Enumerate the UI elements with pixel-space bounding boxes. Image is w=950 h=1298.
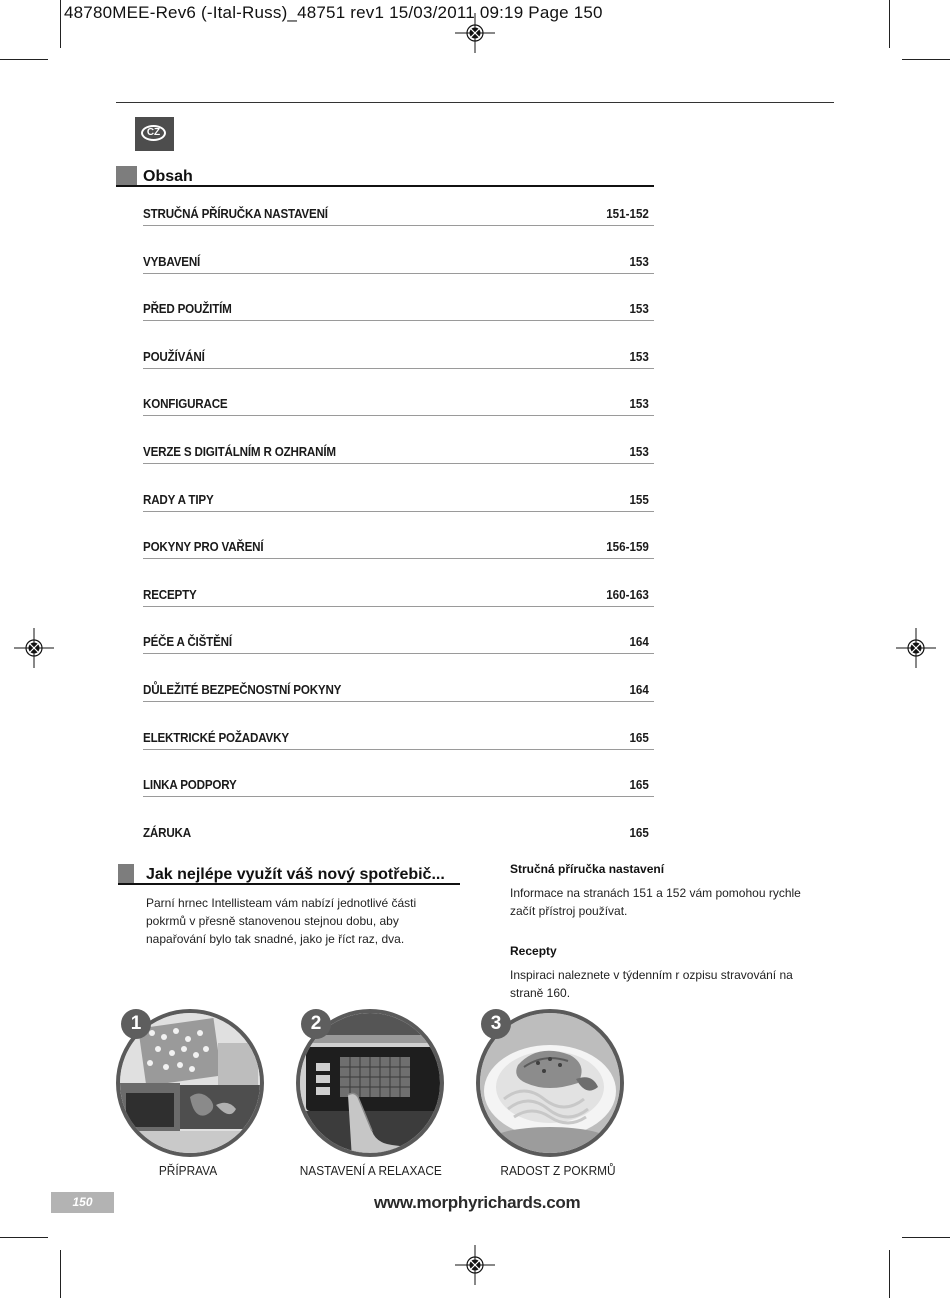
print-header: 48780MEE-Rev6 (-Ital-Russ)_48751 rev1 15/03/2011 09:19 Page 150 (64, 3, 603, 22)
toc-page: 153 (629, 444, 649, 459)
toc-page: 164 (629, 682, 649, 697)
top-rule (116, 102, 834, 103)
toc-row[interactable] (143, 291, 654, 339)
toc-page: 165 (629, 730, 649, 745)
toc-label: ELEKTRICKÉ POŽADAVKY (143, 730, 289, 745)
toc-row[interactable] (143, 386, 654, 434)
intro-title-rule (118, 883, 460, 885)
toc-row[interactable] (143, 434, 654, 482)
crop-mark (902, 59, 950, 60)
toc-label: PÉČE A ČIŠTĚNÍ (143, 635, 232, 650)
toc-page: 153 (629, 349, 649, 364)
toc-rule (143, 606, 654, 607)
toc-rule (143, 273, 654, 274)
registration-mark-icon (14, 628, 54, 668)
crop-mark (889, 0, 890, 48)
crop-mark (0, 59, 48, 60)
section-marker (118, 864, 134, 884)
toc-rule (143, 320, 654, 321)
crop-mark (60, 0, 61, 48)
toc-page: 156-159 (606, 540, 649, 555)
toc-row[interactable] (143, 815, 654, 863)
registration-mark-icon (896, 628, 936, 668)
toc-rule (143, 749, 654, 750)
toc-rule (143, 463, 654, 464)
step-1-number: 1 (121, 1009, 151, 1039)
toc-row[interactable] (143, 529, 654, 577)
crop-mark (889, 1250, 890, 1298)
registration-mark-icon (455, 1245, 495, 1285)
toc-label: RADY A TIPY (143, 492, 214, 507)
toc-row[interactable] (143, 672, 654, 720)
toc-page: 160-163 (606, 587, 649, 602)
toc-rule (143, 701, 654, 702)
contents-title-rule (116, 185, 654, 187)
toc-page: 151-152 (606, 207, 649, 221)
crop-mark (0, 1237, 48, 1238)
toc-rule (143, 225, 654, 226)
toc-label: VERZE S DIGITÁLNÍM R OZHRANÍM (143, 444, 336, 459)
toc-label: RECEPTY (143, 587, 197, 602)
intro-text: Parní hrnec Intellisteam vám nabízí jednotlivé části pokrmů v přesně stanovenou stejnou dobu, aby napařování bylo tak snadné, jako je říct raz, dva. (146, 896, 417, 946)
website-link[interactable]: www.morphyrichards.com (374, 1193, 581, 1212)
toc-row[interactable] (143, 244, 654, 292)
toc-row[interactable] (143, 196, 654, 244)
section-marker (116, 166, 137, 186)
toc-label: LINKA PODPORY (143, 778, 237, 793)
toc-rule (143, 796, 654, 797)
toc-label: VYBAVENÍ (143, 254, 201, 269)
toc-label: POKYNY PRO VAŘENÍ (143, 540, 264, 555)
toc-label: PŘED POUŽITÍM (143, 302, 232, 317)
step-3-caption: RADOST Z POKRMŮ (500, 1164, 616, 1178)
toc-label: ZÁRUKA (143, 825, 191, 840)
registration-mark-icon (455, 13, 495, 53)
toc-page: 164 (629, 635, 649, 650)
toc-rule (143, 653, 654, 654)
toc-rule (143, 558, 654, 559)
page-number-box (51, 1192, 114, 1213)
toc-page: 153 (629, 254, 649, 269)
table-of-contents (143, 196, 654, 862)
quick-guide-heading: Stručná příručka nastavení (510, 862, 665, 876)
toc-row[interactable] (143, 624, 654, 672)
step-2-number: 2 (301, 1009, 331, 1039)
toc-label: KONFIGURACE (143, 397, 228, 412)
quick-guide-text: Informace na stranách 151 a 152 vám pomohou rychle začít přístroj používat. (510, 886, 801, 918)
step-1-caption: PŘÍPRAVA (158, 1164, 218, 1178)
toc-row[interactable] (143, 577, 654, 625)
step-2-caption: NASTAVENÍ A RELAXACE (299, 1164, 442, 1178)
toc-rule (143, 511, 654, 512)
toc-label: POUŽÍVÁNÍ (143, 349, 205, 364)
step-3-number: 3 (481, 1009, 511, 1039)
toc-rule (143, 368, 654, 369)
toc-row[interactable] (143, 767, 654, 815)
toc-row[interactable] (143, 482, 654, 530)
intro-title: Jak nejlépe využít váš nový spotřebič... (146, 866, 445, 883)
toc-page: 153 (629, 397, 649, 412)
crop-mark (60, 1250, 61, 1298)
recipes-heading: Recepty (510, 944, 557, 958)
toc-row[interactable] (143, 720, 654, 768)
toc-page: 165 (629, 825, 649, 840)
crop-mark (902, 1237, 950, 1238)
toc-page: 153 (629, 302, 649, 317)
toc-label: STRUČNÁ PŘÍRUČKA NASTAVENÍ (143, 207, 328, 221)
toc-rule (143, 415, 654, 416)
toc-page: 155 (629, 492, 649, 507)
language-code: CZ (141, 125, 166, 141)
toc-label: DŮLEŽITÉ BEZPEČNOSTNÍ POKYNY (143, 682, 342, 697)
toc-page: 165 (629, 778, 649, 793)
contents-title: Obsah (143, 168, 193, 185)
toc-row[interactable] (143, 339, 654, 387)
recipes-text: Inspiraci naleznete v týdenním r ozpisu stravování na straně 160. (510, 968, 793, 1000)
page-number: 150 (72, 1195, 93, 1209)
language-badge (135, 117, 174, 151)
